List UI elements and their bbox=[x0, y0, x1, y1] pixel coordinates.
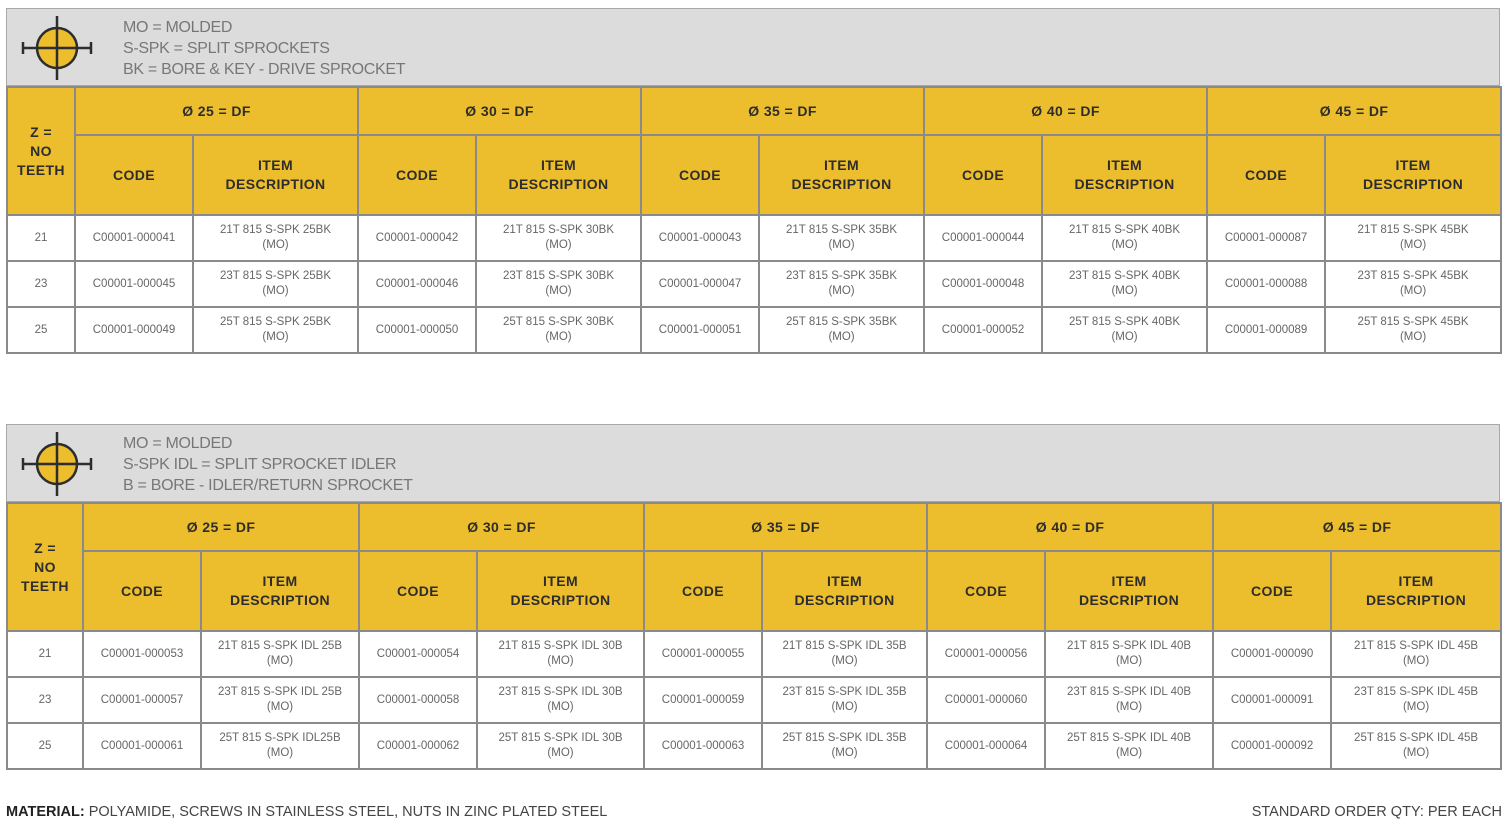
description-line: (MO) bbox=[1399, 285, 1427, 297]
description-cell bbox=[193, 215, 358, 261]
description-cell bbox=[476, 261, 641, 307]
code-column-header: CODE bbox=[641, 135, 759, 215]
description-cell bbox=[201, 631, 359, 677]
diameter-group-header: Ø 45 = DF bbox=[1207, 87, 1501, 135]
header-line: ITEM bbox=[541, 157, 577, 173]
description-line: 23T 815 S-SPK IDL 45B bbox=[1354, 686, 1479, 698]
legend-text bbox=[123, 17, 405, 80]
description-cell bbox=[762, 631, 927, 677]
description-column-header bbox=[201, 551, 359, 631]
description-cell bbox=[201, 677, 359, 723]
description-line: 23T 815 S-SPK 25BK bbox=[219, 270, 332, 282]
legend-line: B = BORE - IDLER/RETURN SPROCKET bbox=[123, 477, 413, 494]
code-column-header: CODE bbox=[1207, 135, 1325, 215]
description-line: (MO) bbox=[1402, 701, 1430, 713]
code-cell: C00001-000087 bbox=[1207, 215, 1325, 261]
spec-table bbox=[6, 86, 1502, 354]
table-row bbox=[7, 215, 1501, 261]
diameter-group-header: Ø 40 = DF bbox=[924, 87, 1207, 135]
description-line: 23T 815 S-SPK IDL 30B bbox=[498, 686, 623, 698]
description-line: 21T 815 S-SPK 45BK bbox=[1357, 224, 1469, 236]
diameter-group-header: Ø 30 = DF bbox=[358, 87, 641, 135]
sprocket-table-block-2 bbox=[6, 424, 1500, 770]
code-column-header: CODE bbox=[927, 551, 1045, 631]
subheader-row bbox=[7, 135, 1501, 215]
code-column-header: CODE bbox=[1213, 551, 1331, 631]
description-cell bbox=[759, 307, 924, 353]
description-cell bbox=[759, 215, 924, 261]
description-line: 23T 815 S-SPK IDL 35B bbox=[782, 686, 907, 698]
description-line: (MO) bbox=[545, 285, 572, 297]
material-label: MATERIAL: bbox=[6, 804, 85, 820]
teeth-header-line: NO bbox=[34, 558, 56, 575]
teeth-count-cell: 25 bbox=[7, 723, 83, 769]
description-line: 21T 815 S-SPK 35BK bbox=[786, 224, 898, 236]
legend-line: BK = BORE & KEY - DRIVE SPROCKET bbox=[123, 61, 406, 78]
code-cell: C00001-000054 bbox=[359, 631, 477, 677]
description-line: (MO) bbox=[262, 285, 289, 297]
header-line: DESCRIPTION bbox=[1079, 592, 1180, 608]
code-cell: C00001-000059 bbox=[644, 677, 762, 723]
description-line: 21T 815 S-SPK 25BK bbox=[219, 224, 332, 236]
description-line: 21T 815 S-SPK IDL 35B bbox=[782, 640, 907, 652]
code-cell: C00001-000045 bbox=[75, 261, 193, 307]
header-line: ITEM bbox=[1111, 573, 1147, 589]
table-body bbox=[7, 215, 1501, 353]
description-cell bbox=[477, 631, 644, 677]
description-cell bbox=[476, 307, 641, 353]
code-cell: C00001-000052 bbox=[924, 307, 1042, 353]
description-line: (MO) bbox=[547, 655, 574, 667]
diameter-group-header: Ø 25 = DF bbox=[75, 87, 358, 135]
description-column-header bbox=[1331, 551, 1501, 631]
description-line: (MO) bbox=[1115, 747, 1143, 759]
subheader-row bbox=[7, 551, 1501, 631]
spec-table bbox=[6, 502, 1502, 770]
code-cell: C00001-000088 bbox=[1207, 261, 1325, 307]
description-line: 25T 815 S-SPK 30BK bbox=[503, 316, 615, 328]
code-column-header: CODE bbox=[924, 135, 1042, 215]
description-line: (MO) bbox=[262, 331, 289, 343]
header-line: ITEM bbox=[543, 573, 579, 589]
description-column-header bbox=[1325, 135, 1501, 215]
header-line: DESCRIPTION bbox=[1074, 176, 1175, 192]
diameter-group-header: Ø 25 = DF bbox=[83, 503, 359, 551]
description-line: 21T 815 S-SPK 40BK bbox=[1069, 224, 1181, 236]
code-cell: C00001-000092 bbox=[1213, 723, 1331, 769]
material-text: POLYAMIDE, SCREWS IN STAINLESS STEEL, NUTS IN ZINC PLATED STEEL bbox=[84, 804, 608, 820]
description-line: 21T 815 S-SPK IDL 40B bbox=[1067, 640, 1192, 652]
description-line: (MO) bbox=[1115, 701, 1143, 713]
diameter-group-header: Ø 45 = DF bbox=[1213, 503, 1501, 551]
table-row bbox=[7, 631, 1501, 677]
legend-line: S-SPK = SPLIT SPROCKETS bbox=[123, 40, 330, 57]
crosshair-sprocket-icon bbox=[21, 431, 93, 497]
legend-line: MO = MOLDED bbox=[123, 19, 233, 36]
header-line: DESCRIPTION bbox=[508, 176, 609, 192]
code-cell: C00001-000061 bbox=[83, 723, 201, 769]
code-cell: C00001-000057 bbox=[83, 677, 201, 723]
description-column-header bbox=[1042, 135, 1207, 215]
description-column-header bbox=[1045, 551, 1213, 631]
code-cell: C00001-000091 bbox=[1213, 677, 1331, 723]
code-column-header: CODE bbox=[359, 551, 477, 631]
teeth-header-line: Z = bbox=[30, 123, 52, 140]
code-cell: C00001-000062 bbox=[359, 723, 477, 769]
description-line: (MO) bbox=[262, 239, 289, 251]
description-line: 25T 815 S-SPK 35BK bbox=[786, 316, 898, 328]
header-line: ITEM bbox=[1395, 157, 1431, 173]
description-column-header bbox=[476, 135, 641, 215]
code-cell: C00001-000046 bbox=[358, 261, 476, 307]
description-cell bbox=[759, 261, 924, 307]
description-line: 25T 815 S-SPK IDL25B bbox=[219, 732, 341, 744]
code-column-header: CODE bbox=[644, 551, 762, 631]
header-line: DESCRIPTION bbox=[1366, 592, 1467, 608]
description-line: 23T 815 S-SPK IDL 25B bbox=[217, 686, 343, 698]
description-line: 23T 815 S-SPK 45BK bbox=[1357, 270, 1469, 282]
diameter-group-header: Ø 40 = DF bbox=[927, 503, 1213, 551]
description-cell bbox=[1325, 261, 1501, 307]
header-line: ITEM bbox=[257, 157, 294, 173]
code-column-header: CODE bbox=[75, 135, 193, 215]
description-cell bbox=[1325, 215, 1501, 261]
description-cell bbox=[1325, 307, 1501, 353]
description-line: 25T 815 S-SPK IDL 45B bbox=[1354, 732, 1479, 744]
description-line: 25T 815 S-SPK IDL 35B bbox=[782, 732, 907, 744]
teeth-header bbox=[7, 87, 75, 215]
header-line: DESCRIPTION bbox=[229, 592, 331, 608]
teeth-header-line: TEETH bbox=[21, 577, 69, 594]
description-cell bbox=[762, 723, 927, 769]
description-line: 25T 815 S-SPK 40BK bbox=[1069, 316, 1181, 328]
description-line: (MO) bbox=[545, 239, 572, 251]
code-cell: C00001-000063 bbox=[644, 723, 762, 769]
description-line: (MO) bbox=[828, 331, 855, 343]
description-line: 23T 815 S-SPK IDL 40B bbox=[1067, 686, 1192, 698]
description-column-header bbox=[759, 135, 924, 215]
sprocket-table-block-1 bbox=[6, 8, 1500, 354]
description-line: 23T 815 S-SPK 35BK bbox=[786, 270, 898, 282]
diameter-group-header: Ø 35 = DF bbox=[644, 503, 927, 551]
description-line: (MO) bbox=[266, 701, 294, 713]
description-line: (MO) bbox=[828, 285, 855, 297]
description-line: 21T 815 S-SPK IDL 30B bbox=[498, 640, 623, 652]
legend-bar bbox=[6, 8, 1500, 86]
code-cell: C00001-000051 bbox=[641, 307, 759, 353]
description-line: (MO) bbox=[266, 747, 294, 759]
teeth-count-cell: 25 bbox=[7, 307, 75, 353]
description-line: 25T 815 S-SPK 45BK bbox=[1357, 316, 1469, 328]
header-line: ITEM bbox=[1398, 573, 1434, 589]
description-line: 25T 815 S-SPK 25BK bbox=[219, 316, 332, 328]
code-cell: C00001-000047 bbox=[641, 261, 759, 307]
code-cell: C00001-000056 bbox=[927, 631, 1045, 677]
description-cell bbox=[193, 261, 358, 307]
description-line: (MO) bbox=[1111, 331, 1138, 343]
teeth-header-line: NO bbox=[30, 142, 52, 159]
legend-line: S-SPK IDL = SPLIT SPROCKET IDLER bbox=[123, 456, 397, 473]
header-line: DESCRIPTION bbox=[225, 176, 326, 192]
description-line: (MO) bbox=[547, 701, 574, 713]
table-row bbox=[7, 307, 1501, 353]
diameter-group-header: Ø 30 = DF bbox=[359, 503, 644, 551]
description-line: (MO) bbox=[828, 239, 855, 251]
description-column-header bbox=[762, 551, 927, 631]
description-cell bbox=[476, 215, 641, 261]
description-line: (MO) bbox=[1115, 655, 1143, 667]
code-cell: C00001-000048 bbox=[924, 261, 1042, 307]
legend-text bbox=[123, 433, 413, 496]
description-line: (MO) bbox=[545, 331, 572, 343]
description-cell bbox=[477, 677, 644, 723]
description-cell bbox=[1331, 723, 1501, 769]
header-line: DESCRIPTION bbox=[1363, 176, 1464, 192]
description-line: 25T 815 S-SPK IDL 30B bbox=[498, 732, 623, 744]
header-line: ITEM bbox=[824, 157, 860, 173]
description-line: 23T 815 S-SPK 40BK bbox=[1069, 270, 1181, 282]
description-line: 25T 815 S-SPK IDL 40B bbox=[1067, 732, 1192, 744]
header-line: DESCRIPTION bbox=[794, 592, 895, 608]
description-cell bbox=[1331, 677, 1501, 723]
description-line: 23T 815 S-SPK 30BK bbox=[503, 270, 615, 282]
code-cell: C00001-000089 bbox=[1207, 307, 1325, 353]
code-cell: C00001-000041 bbox=[75, 215, 193, 261]
description-line: (MO) bbox=[831, 655, 858, 667]
description-line: (MO) bbox=[1399, 331, 1427, 343]
description-line: (MO) bbox=[831, 701, 858, 713]
description-line: (MO) bbox=[1399, 239, 1427, 251]
description-cell bbox=[1042, 307, 1207, 353]
header-line: ITEM bbox=[262, 573, 298, 589]
table-row bbox=[7, 677, 1501, 723]
header-line: DESCRIPTION bbox=[791, 176, 892, 192]
header-line: ITEM bbox=[1107, 157, 1143, 173]
teeth-count-cell: 21 bbox=[7, 631, 83, 677]
code-cell: C00001-000053 bbox=[83, 631, 201, 677]
code-cell: C00001-000042 bbox=[358, 215, 476, 261]
description-line: 21T 815 S-SPK IDL 45B bbox=[1354, 640, 1479, 652]
code-cell: C00001-000050 bbox=[358, 307, 476, 353]
header-line: DESCRIPTION bbox=[510, 592, 611, 608]
diameter-group-header: Ø 35 = DF bbox=[641, 87, 924, 135]
code-cell: C00001-000055 bbox=[644, 631, 762, 677]
description-cell bbox=[477, 723, 644, 769]
teeth-header-line: TEETH bbox=[17, 161, 65, 178]
description-cell bbox=[1045, 631, 1213, 677]
description-cell bbox=[1045, 723, 1213, 769]
teeth-count-cell: 23 bbox=[7, 261, 75, 307]
description-cell bbox=[1042, 215, 1207, 261]
description-cell bbox=[762, 677, 927, 723]
legend-bar bbox=[6, 424, 1500, 502]
code-column-header: CODE bbox=[358, 135, 476, 215]
code-column-header: CODE bbox=[83, 551, 201, 631]
description-line: (MO) bbox=[547, 747, 574, 759]
description-column-header bbox=[477, 551, 644, 631]
code-cell: C00001-000043 bbox=[641, 215, 759, 261]
code-cell: C00001-000058 bbox=[359, 677, 477, 723]
description-line: (MO) bbox=[266, 655, 294, 667]
material-note bbox=[6, 804, 607, 820]
description-cell bbox=[193, 307, 358, 353]
table-row bbox=[7, 261, 1501, 307]
description-cell bbox=[201, 723, 359, 769]
teeth-header-line: Z = bbox=[34, 539, 56, 556]
header-line: ITEM bbox=[827, 573, 863, 589]
teeth-count-cell: 21 bbox=[7, 215, 75, 261]
description-line: (MO) bbox=[1402, 655, 1430, 667]
crosshair-sprocket-icon bbox=[21, 15, 93, 81]
code-cell: C00001-000049 bbox=[75, 307, 193, 353]
description-line: (MO) bbox=[831, 747, 858, 759]
code-cell: C00001-000044 bbox=[924, 215, 1042, 261]
description-cell bbox=[1045, 677, 1213, 723]
description-line: (MO) bbox=[1111, 239, 1138, 251]
description-line: 21T 815 S-SPK 30BK bbox=[503, 224, 615, 236]
table-row bbox=[7, 723, 1501, 769]
description-cell bbox=[1042, 261, 1207, 307]
description-line: (MO) bbox=[1402, 747, 1430, 759]
code-cell: C00001-000090 bbox=[1213, 631, 1331, 677]
table-body bbox=[7, 631, 1501, 769]
legend-line: MO = MOLDED bbox=[123, 435, 233, 452]
teeth-count-cell: 23 bbox=[7, 677, 83, 723]
description-cell bbox=[1331, 631, 1501, 677]
order-qty-note: STANDARD ORDER QTY: PER EACH bbox=[1251, 804, 1502, 820]
code-cell: C00001-000064 bbox=[927, 723, 1045, 769]
teeth-header bbox=[7, 503, 83, 631]
code-cell: C00001-000060 bbox=[927, 677, 1045, 723]
description-column-header bbox=[193, 135, 358, 215]
description-line: 21T 815 S-SPK IDL 25B bbox=[217, 640, 343, 652]
description-line: (MO) bbox=[1111, 285, 1138, 297]
